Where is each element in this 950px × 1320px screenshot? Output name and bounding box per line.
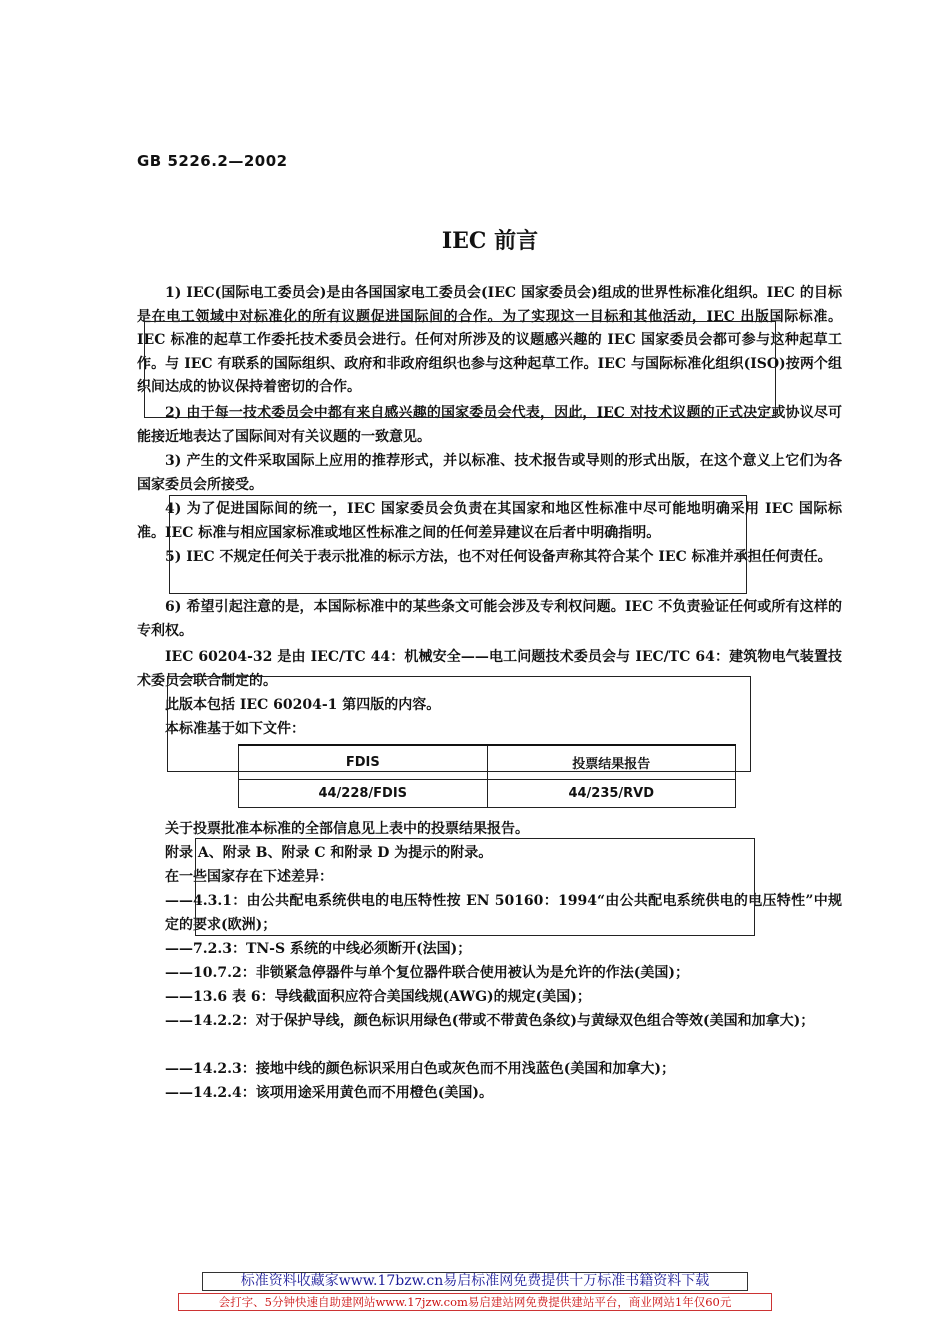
edition-line: 此版本包括 IEC 60204-1 第四版的内容。 xyxy=(165,697,441,713)
annotation-box xyxy=(167,676,751,772)
vote-table-header-cell: 投票结果报告 xyxy=(487,745,736,780)
basis-line: 本标准基于如下文件： xyxy=(165,721,305,737)
difference-item-3: ——10.7.2：非锁紧急停器件与单个复位器件联合使用被认为是允许的作法(美国)； xyxy=(165,965,689,981)
paragraph-3 xyxy=(137,450,842,497)
paragraph-6-text: 6) 希望引起注意的是，本国际标准中的某些条文可能会涉及专利权问题。IEC 不负责验证任何或所有这样的专利权。 xyxy=(137,599,842,639)
paragraph-7-text: IEC 60204-32 是由 IEC/TC 44：机械安全——电工问题技术委员会与 IEC/TC 64：建筑物电气装置技术委员会联合制定的。 xyxy=(137,649,842,689)
standard-code: GB 5226.2—2002 xyxy=(137,152,288,170)
vote-info-line: 关于投票批准本标准的全部信息见上表中的投票结果报告。 xyxy=(165,821,529,837)
annex-line: 附录 A、附录 B、附录 C 和附录 D 为提示的附录。 xyxy=(165,845,493,861)
footer-banner-primary[interactable]: 标准资料收藏家www.17bzw.cn易启标准网免费提供十万标准书籍资料下载 xyxy=(202,1272,748,1291)
paragraph-1-text: 1) IEC(国际电工委员会)是由各国国家电工委员会(IEC 国家委员会)组成的世界性标准化组织。IEC 的目标是在电工领域中对标准化的所有议题促进国际间的合作。为了实现这一目标和其他活动，IEC 出版国际标准。IEC 标准的起草工作委托技术委员会进行。任何对所涉及的议题感兴趣的 IEC 国家委员会都可参与这种起草工作。与 IEC 有联系的国际组织、政府和非政府组织也参与这种起草工作。IEC 与国际标准化组织(ISO)按两个组织间达成的协议保持着密切的合作。 xyxy=(137,285,842,395)
annotation-box xyxy=(195,838,755,936)
difference-item-6: ——14.2.3：接地中线的颜色标识采用白色或灰色而不用浅蓝色(美国和加拿大)； xyxy=(165,1061,675,1077)
annotation-box xyxy=(144,321,776,418)
annotation-box xyxy=(169,495,747,594)
page-title: IEC 前言 xyxy=(441,228,539,254)
paragraph-4-text: 4) 为了促进国际间的统一，IEC 国家委员会负责在其国家和地区性标准中尽可能地明确采用 IEC 国际标准。IEC 标准与相应国家标准或地区性标准之间的任何差异建议在后者中明确指明。 xyxy=(137,501,842,541)
difference-item-1-text: ——4.3.1：由公共配电系统供电的电压特性按 EN 50160：1994“由公共配电系统供电的电压特性”中规定的要求(欧洲)； xyxy=(165,893,842,933)
difference-item-5-text: ——14.2.2：对于保护导线，颜色标识用绿色(带或不带黄色条纹)与黄绿双色组合等效(美国和加拿大)； xyxy=(165,1013,815,1029)
table-row xyxy=(239,780,736,808)
vote-table-cell: 44/235/RVD xyxy=(487,780,736,808)
paragraph-3-text: 3) 产生的文件采取国际上应用的推荐形式，并以标准、技术报告或导则的形式出版，在这个意义上它们为各国家委员会所接受。 xyxy=(137,453,842,493)
differences-intro-line: 在一些国家存在下述差异： xyxy=(165,869,333,885)
difference-item-5 xyxy=(137,1010,842,1034)
vote-table-header-cell: FDIS xyxy=(239,745,488,780)
paragraph-6 xyxy=(137,596,842,643)
difference-item-4: ——13.6 表 6：导线截面积应符合美国线规(AWG)的规定(美国)； xyxy=(165,989,591,1005)
paragraph-2-text: 2) 由于每一技术委员会中都有来自感兴趣的国家委员会代表，因此，IEC 对技术议题的正式决定或协议尽可能接近地表达了国际间对有关议题的一致意见。 xyxy=(137,405,842,445)
vote-table-cell: 44/228/FDIS xyxy=(239,780,488,808)
difference-item-7: ——14.2.4：该项用途采用黄色而不用橙色(美国)。 xyxy=(165,1085,493,1101)
difference-item-2: ——7.2.3：TN-S 系统的中线必须断开(法国)； xyxy=(165,941,472,957)
paragraph-5-text: 5) IEC 不规定任何关于表示批准的标示方法，也不对任何设备声称其符合某个 IEC 标准并承担任何责任。 xyxy=(165,549,832,565)
footer-banner-secondary[interactable]: 会打字、5分钟快速自助建网站www.17jzw.com易启建站网免费提供建站平台，商业网站1年仅60元 xyxy=(178,1293,772,1311)
